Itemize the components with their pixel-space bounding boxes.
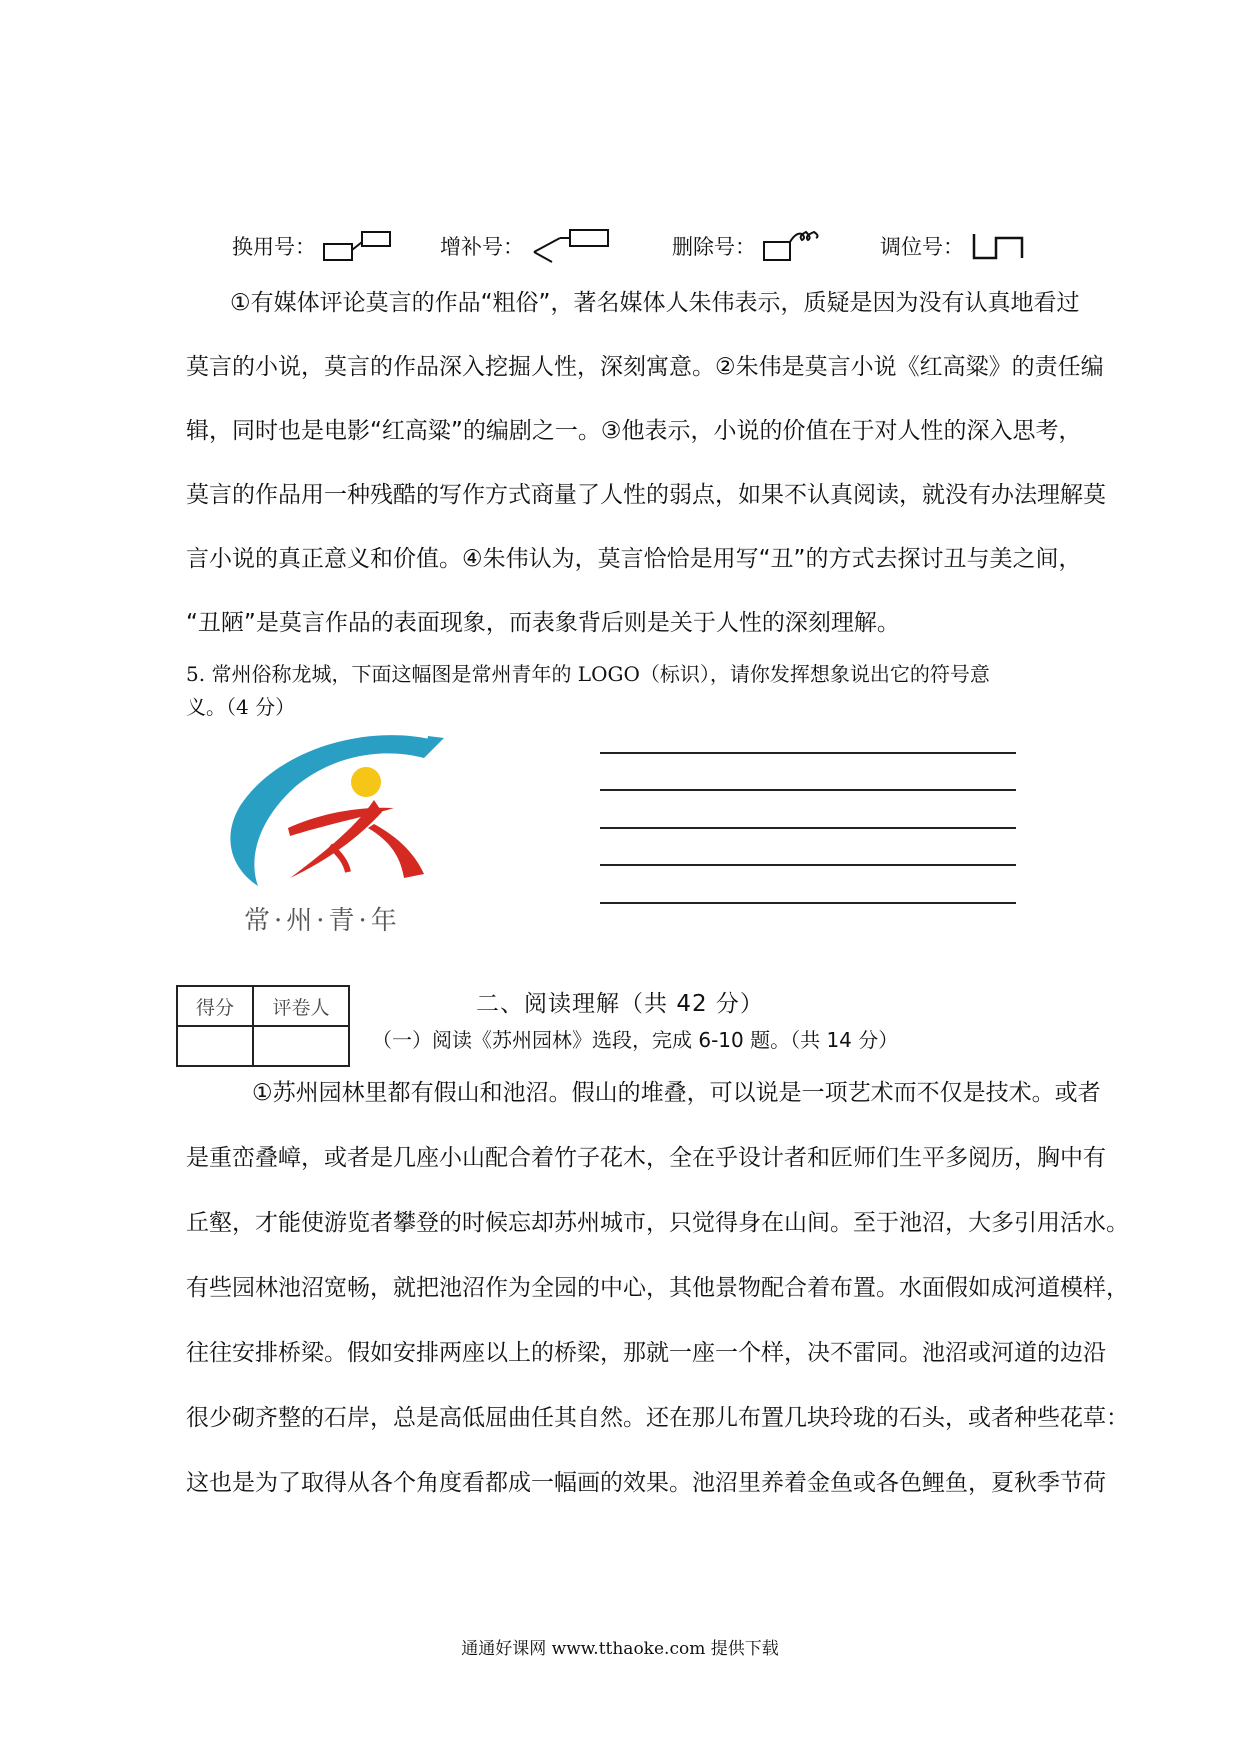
passage-2-line: 往往安排桥梁。假如安排两座以上的桥梁，那就一座一个样，决不雷同。池沼或河道的边沿: [186, 1340, 1106, 1366]
passage-2-line: 这也是为了取得从各个角度看都成一幅画的效果。池沼里养着金鱼或各色鲤鱼，夏秋季节荷: [186, 1470, 1106, 1496]
insert-symbol: [440, 228, 612, 264]
section-2-subtitle: （一）阅读《苏州园林》选段，完成 6-10 题。（共 14 分）: [372, 1028, 899, 1052]
logo-graphic: [218, 728, 458, 898]
replace-symbol: [232, 228, 394, 264]
answer-line[interactable]: [600, 752, 1016, 754]
passage-2-line: 有些园林池沼宽畅，就把池沼作为全园的中心，其他景物配合着布置。水面假如成河道模样，: [186, 1275, 1129, 1301]
score-label: 得分: [177, 986, 253, 1026]
footer-source: 通通好课网 www.tthaoke.com 提供下载: [461, 1639, 779, 1659]
insert-mark-icon: [530, 228, 612, 264]
delete-symbol: [672, 228, 832, 264]
question-5-line-2: 义。（4 分）: [186, 695, 296, 719]
passage-2-line: 很少砌齐整的石岸，总是高低屈曲任其自然。还在那儿布置几块玲珑的石头，或者种些花草：: [186, 1405, 1129, 1431]
passage-2-line: 丘壑，才能使游览者攀登的时候忘却苏州城市，只觉得身在山间。至于池沼，大多引用活水。: [186, 1210, 1129, 1236]
transpose-mark-icon: [970, 228, 1030, 264]
transpose-label: 调位号：: [880, 235, 964, 259]
passage-2-line: ①苏州园林里都有假山和池沼。假山的堆叠，可以说是一项艺术而不仅是技术。或者: [252, 1080, 1101, 1106]
section-2-title: 二、阅读理解（共 42 分）: [476, 991, 764, 1017]
passage-2-line: 是重峦叠嶂，或者是几座小山配合着竹子花木，全在乎设计者和匠师们生平多阅历，胸中有: [186, 1145, 1106, 1171]
replace-label: 换用号：: [232, 235, 316, 259]
passage-1-line: 莫言的作品用一种残酷的写作方式商量了人性的弱点，如果不认真阅读，就没有办法理解莫: [186, 482, 1106, 508]
changzhou-youth-logo: [218, 728, 458, 936]
passage-1-line: “丑陋”是莫言作品的表面现象，而表象背后则是关于人性的深刻理解。: [186, 610, 900, 636]
question-5-line-1: 5. 常州俗称龙城，下面这幅图是常州青年的 LOGO（标识），请你发挥想象说出它的符号意: [186, 662, 990, 686]
answer-line[interactable]: [600, 864, 1016, 866]
passage-1-line: 辑，同时也是电影“红高粱”的编剧之一。③他表示，小说的价值在于对人性的深入思考，: [186, 418, 1082, 444]
transpose-symbol: [880, 228, 1030, 264]
grader-label: 评卷人: [253, 986, 349, 1026]
answer-line[interactable]: [600, 902, 1016, 904]
proofreading-symbols: [0, 228, 1240, 268]
delete-mark-icon: [762, 228, 832, 264]
passage-1-line: ①有媒体评论莫言的作品“粗俗”，著名媒体人朱伟表示，质疑是因为没有认真地看过: [230, 290, 1080, 316]
passage-1-line: 言小说的真正意义和价值。④朱伟认为，莫言恰恰是用写“丑”的方式去探讨丑与美之间，: [186, 546, 1082, 572]
answer-line[interactable]: [600, 789, 1016, 791]
score-cell[interactable]: [177, 1026, 253, 1066]
delete-label: 删除号：: [672, 235, 756, 259]
replace-mark-icon: [322, 228, 394, 264]
passage-1-line: 莫言的小说，莫言的作品深入挖掘人性，深刻寓意。②朱伟是莫言小说《红高粱》的责任编: [186, 354, 1104, 380]
logo-text: 常·州·青·年: [244, 906, 401, 936]
answer-line[interactable]: [600, 827, 1016, 829]
insert-label: 增补号：: [440, 235, 524, 259]
grader-cell[interactable]: [253, 1026, 349, 1066]
